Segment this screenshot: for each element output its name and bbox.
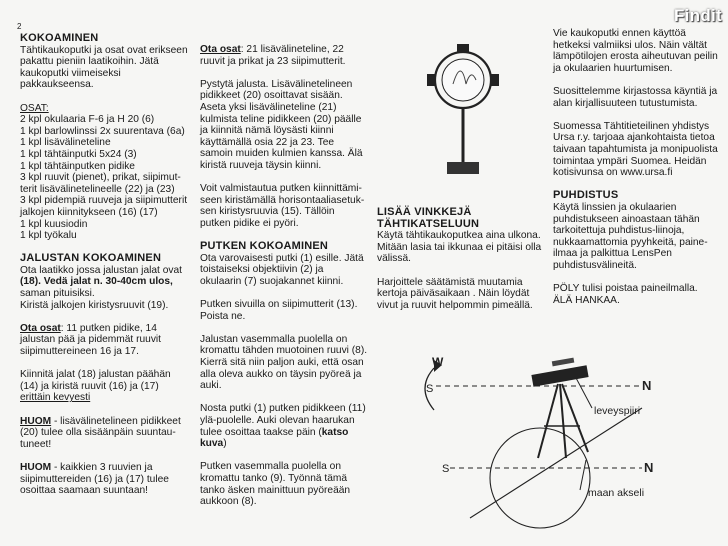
- parts-list-item: terit lisävälinetelineelle (22) ja (23): [20, 183, 175, 195]
- page-number: 2: [17, 22, 22, 31]
- column-assembly: [20, 33, 190, 497]
- text-line: alan kirjallisuuteen tutustumista.: [553, 97, 698, 109]
- text-line: pakattu pieniin laatikoihin. Jätä: [20, 56, 159, 68]
- text-line: kaukoputki viimeiseksi: [20, 67, 121, 79]
- parts-list: [20, 114, 190, 242]
- text-line: pakkaukseensa.: [20, 79, 94, 91]
- text-line: tanko äsken mainittuun pyöreään: [200, 484, 351, 496]
- text-line: kromattu tähden muotoinen ruuvi (8).: [200, 345, 368, 357]
- parts-list-item: jalkojen kiinnitykseen (16) (17): [20, 206, 158, 218]
- heading-star-viewing: TÄHTIKATSELUUN: [377, 217, 480, 230]
- text-line: Voit valmistautua putken kiinnittämi-: [200, 183, 362, 195]
- label-n-lower: N: [644, 460, 654, 475]
- text-line: puhdistusvälineitä.: [553, 259, 637, 271]
- tips-text: [377, 230, 547, 265]
- text-line: välissä.: [377, 253, 411, 265]
- text-line: Poista ne.: [200, 310, 246, 322]
- column-tube: [200, 44, 372, 508]
- earth-orbit-circle: [490, 428, 590, 528]
- telescope-tube: [531, 365, 588, 387]
- tripod-leg-left: [538, 384, 558, 458]
- parts-list-item: 1 kpl tähtäinputki 5x24 (3): [20, 148, 137, 160]
- text-line: kertoja päiväsaikaan . Näin löydät: [377, 288, 530, 300]
- scope-knob-top: [457, 44, 469, 52]
- tray-text: [200, 79, 372, 172]
- rod-text: [200, 461, 372, 507]
- acclimatize-text: [553, 28, 721, 74]
- tube-text: [200, 253, 372, 288]
- text-line: Kierrä sitä niin paljon auki, että osan: [200, 357, 364, 369]
- note-holders: HUOM - lisävälinetelineen pidikkeet (20) tulee olla sisäänpäin suuntau- tuneet!: [20, 415, 181, 450]
- text-line: lämpötilojen erosta aiheutuvan peilin: [553, 51, 718, 63]
- text-line: kotisivunsa on www.ursa.fi: [553, 167, 673, 179]
- label-earth-axis: maan akseli: [588, 487, 645, 499]
- text-line: ja kiinnitä nämä löysästi kiinni: [200, 125, 334, 137]
- parts-list-item: 1 kpl kuusiodin: [20, 218, 88, 230]
- text-line: taivaan tapahtumista ja monipuolista: [553, 143, 718, 155]
- axis-pointer: [580, 460, 586, 490]
- text-line: puhdistukseen ainoastaan tähän: [553, 213, 700, 225]
- text-line: ilmaa ja palkittua LensPen: [553, 248, 672, 260]
- intro-text: [20, 45, 190, 91]
- text-line: Harjoittele säätämistä muutamia: [377, 276, 523, 288]
- parts-list-item: 3 kpl pidempiä ruuveja ja siipimutterit: [20, 195, 188, 207]
- text-line: ja okulaarien huurtumisen.: [553, 62, 673, 74]
- legs-text: Kiinnitä jalat (18) jalustan päähän (14) ja kiristä ruuvit (16) ja (17) erittäin kevyesti: [20, 369, 171, 404]
- heading-more-tips: LISÄÄ VINKKEJÄ: [377, 206, 472, 218]
- latitude-pointer: [575, 376, 592, 408]
- text-line: Putken sivuilla on siipimutterit (13).: [200, 299, 358, 311]
- text-line: Vie kaukoputki ennen käyttöä: [553, 28, 686, 39]
- text-line: vivut ja ruuvit helpommin pimeällä.: [377, 299, 533, 311]
- label-s-lower: S: [442, 463, 450, 475]
- text-line: Tähtikaukoputki ja osat ovat erikseen: [20, 44, 188, 56]
- label-s-upper: S: [426, 383, 434, 395]
- text-line: alla oleva aukko on täysin pyöreä ja: [200, 368, 362, 380]
- column-tips: [377, 207, 547, 311]
- text-line: kiristä ruuveja täysin kiinni.: [200, 159, 322, 171]
- wing-nuts-text: [200, 299, 372, 322]
- parts-list-item: 1 kpl lisävälineteline: [20, 137, 111, 149]
- text-line: toimintaa ympäri Suomea. Heidän: [553, 155, 707, 167]
- text-line: hetkeksi valmiiksi ulos. Näin vältät: [553, 39, 708, 51]
- text-line: aukkoon (8).: [200, 496, 257, 508]
- scope-ring-inner: [442, 59, 484, 101]
- text-line: Jalustan vasemmalla puolella on: [200, 333, 348, 345]
- text-line: Ota varovaisesti putki (1) esille. Jätä: [200, 252, 364, 264]
- text-line: nukkaamattomia pyyhkeitä, paine-: [553, 236, 708, 248]
- text-line: kulmista teline pidikkeen (20) päälle: [200, 113, 362, 125]
- heading-cleaning: PUHDISTUS: [553, 189, 619, 202]
- label-latitude: leveyspiiri: [594, 405, 641, 417]
- practice-text: [377, 277, 547, 312]
- telescope-finder: [552, 358, 575, 367]
- text-line: putken pidike ei pyöri.: [200, 217, 299, 229]
- scope-knob-left: [427, 74, 436, 86]
- text-line: Käytä linssien ja okulaarien: [553, 201, 677, 213]
- star-screw-text: [200, 334, 372, 392]
- accessory-parts-text: Ota osat: 21 lisävälineteline, 22 ruuvit ja prikat ja 23 siipimutterit.: [200, 44, 346, 67]
- earth-axis-line: [470, 408, 645, 518]
- text-line: Suomessa Tähtitieteilinen yhdistys: [553, 120, 710, 132]
- scope-base: [447, 162, 479, 174]
- text-line: kromattu tanko (9). Työnnä tämä: [200, 472, 348, 484]
- text-line: Suosittelemme kirjastossa käyntiä ja: [553, 85, 718, 97]
- text-line: Aseta yksi lisävälineteline (21): [200, 101, 337, 113]
- library-text: [553, 86, 721, 109]
- parts-list-item: 2 kpl okulaaria F-6 ja H 20 (6): [20, 114, 155, 126]
- label-w: W: [432, 355, 444, 369]
- text-line: Käytä tähtikaukoputkea aina ulkona.: [377, 230, 541, 242]
- parts-list-item: 3 kpl ruuvit (pienet), prikat, siipimut-: [20, 172, 181, 184]
- heading-tube-assembly: PUTKEN KOKOAMINEN: [200, 240, 329, 253]
- label-n-upper: N: [642, 378, 652, 393]
- note-screws: HUOM - kaikkien 3 ruuvien ja siipimuttereiden (16) ja (17) tulee osoittaa saamaan suuntaan!: [20, 461, 169, 497]
- text-line: tarkoitettuja puhdistus-liinoja,: [553, 225, 685, 237]
- parts-heading: OSAT:: [20, 102, 49, 114]
- ursa-text: [553, 121, 721, 179]
- text-line: ÄLÄ HANKAA.: [553, 294, 620, 306]
- parts-list-item: 1 kpl tähtäinputken pidike: [20, 160, 135, 172]
- cleaning-text: [553, 202, 721, 272]
- text-line: Mitään lasia tai ikkunaa ei pitäisi olla: [377, 241, 542, 253]
- text-line: pidikkeet (20) osoittavat sisään.: [200, 90, 343, 102]
- text-line: PÖLY tulisi poistaa paineilmalla.: [553, 283, 698, 295]
- heading-assembly: KOKOAMINEN: [20, 32, 99, 44]
- dust-text: [553, 283, 721, 306]
- text-line: auki.: [200, 380, 222, 392]
- parts-list-item: 1 kpl barlowlinssi 2x suurentava (6a): [20, 125, 185, 137]
- heading-stand-assembly: JALUSTAN KOKOAMINEN: [20, 252, 162, 265]
- upper-compass: [425, 355, 651, 458]
- text-line: Pystytä jalusta. Lisävälinetelineen: [200, 78, 353, 90]
- text-line: käyttämällä osia 22 ja 23. Tee: [200, 136, 335, 148]
- text-line: samoin muiden kulmien kanssa. Älä: [200, 148, 363, 160]
- stand-text: Ota laatikko jossa jalustan jalat ovat (18). Vedä jalat n. 30-40cm ulos, saman pituisiksi. Kiristä jalkojen kiristysruuvit (19).: [20, 264, 182, 311]
- lift-tube-text: Nosta putki (1) putken pidikkeen (11) ylä-puolelle. Auki olevan haarukan tulee osoittaa taakse päin (katso kuva): [200, 403, 366, 450]
- parts-list-item: 1 kpl työkalu: [20, 230, 77, 242]
- text-line: Putken vasemmalla puolella on: [200, 461, 342, 473]
- prepare-text: [200, 183, 372, 229]
- finder-scope-illustration: [423, 32, 503, 182]
- text-line: seen kiristämällä horisontaaliasetuk-: [200, 194, 365, 206]
- text-line: okulaarin (7) suojakannet kiinni.: [200, 275, 344, 287]
- tripod-leg-mid: [560, 384, 566, 458]
- text-line: toistaiseksi objektiivin (2) ja: [200, 264, 324, 276]
- polar-alignment-diagram: [420, 348, 720, 538]
- text-line: Ursa r.y. tarjoaa ajankohtaista tietoa: [553, 132, 715, 144]
- parts2-text: Ota osat: 11 putken pidike, 14 jalustan pää ja pidemmät ruuvit siipimuttereineen 16 ja 17.: [20, 322, 162, 358]
- scope-knob-right: [490, 74, 499, 86]
- column-care: [553, 28, 721, 306]
- text-line: sen kiristysruuvia (15). Tällöin: [200, 206, 335, 218]
- findit-logo: Findit: [673, 6, 722, 25]
